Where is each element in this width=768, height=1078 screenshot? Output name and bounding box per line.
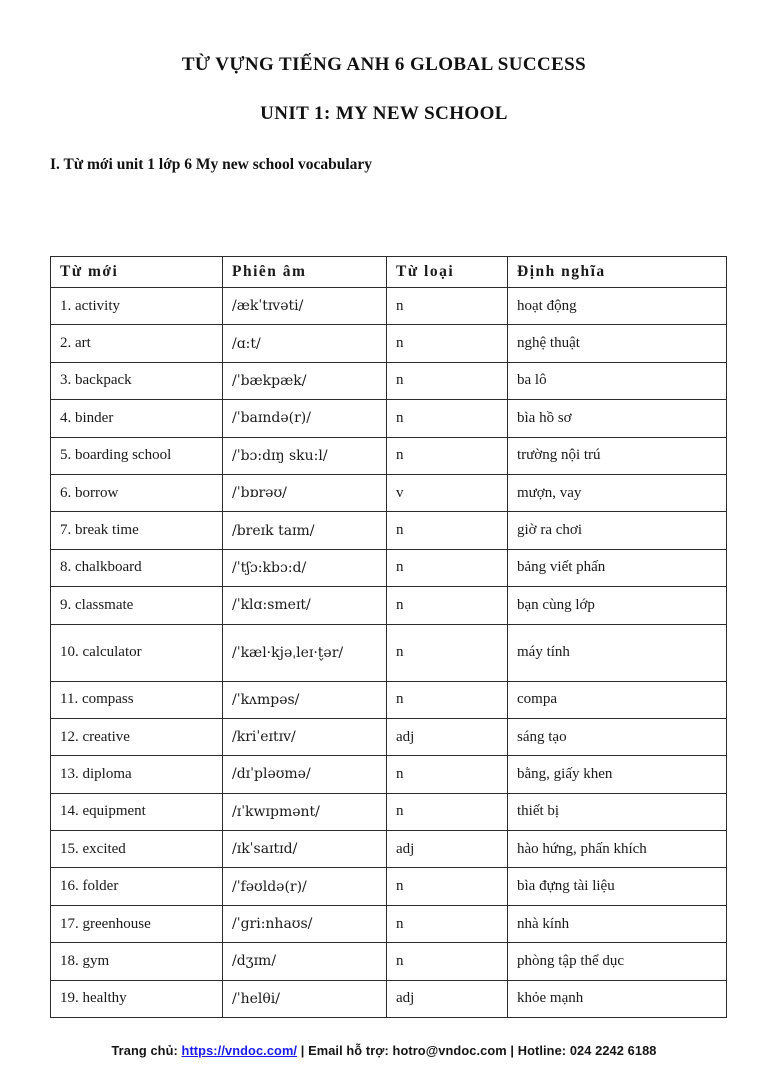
cell-definition: bìa hồ sơ xyxy=(508,400,727,437)
table-row xyxy=(51,831,727,868)
cell-definition: bìa đựng tài liệu xyxy=(508,868,727,905)
cell-pos: adj xyxy=(387,718,508,755)
table-row xyxy=(51,756,727,793)
cell-word: 4. binder xyxy=(51,400,223,437)
cell-pos: n xyxy=(387,868,508,905)
cell-phonetic: /ˈbɔ:dɪŋ sku:l/ xyxy=(223,437,387,474)
cell-word: 6. borrow xyxy=(51,474,223,511)
cell-definition: giờ ra chơi xyxy=(508,512,727,549)
cell-pos: n xyxy=(387,793,508,830)
cell-word: 11. compass xyxy=(51,681,223,718)
cell-word: 8. chalkboard xyxy=(51,549,223,586)
page-footer xyxy=(0,1043,768,1058)
cell-word: 18. gym xyxy=(51,943,223,980)
cell-phonetic: /ˈhelθi/ xyxy=(223,980,387,1017)
vocabulary-table-header xyxy=(51,257,727,288)
cell-phonetic: /ˈkæl·kjəˌleɪ·t̬ər/ xyxy=(223,624,387,681)
table-row xyxy=(51,718,727,755)
cell-phonetic: /ɪkˈsaɪtɪd/ xyxy=(223,831,387,868)
cell-word: 17. greenhouse xyxy=(51,905,223,942)
cell-word: 1. activity xyxy=(51,288,223,325)
cell-pos: n xyxy=(387,512,508,549)
cell-definition: máy tính xyxy=(508,624,727,681)
cell-definition: nghệ thuật xyxy=(508,325,727,362)
table-row xyxy=(51,325,727,362)
cell-pos: n xyxy=(387,549,508,586)
table-row xyxy=(51,943,727,980)
vocabulary-table xyxy=(50,256,727,1018)
table-row xyxy=(51,437,727,474)
column-header-0: Từ mới xyxy=(51,257,223,288)
cell-phonetic: /ˈfəʊldə(r)/ xyxy=(223,868,387,905)
cell-phonetic: /ˈgri:nhaʊs/ xyxy=(223,905,387,942)
cell-definition: bạn cùng lớp xyxy=(508,587,727,624)
table-row xyxy=(51,587,727,624)
cell-definition: thiết bị xyxy=(508,793,727,830)
cell-word: 15. excited xyxy=(51,831,223,868)
table-row xyxy=(51,288,727,325)
table-row xyxy=(51,980,727,1017)
cell-pos: adj xyxy=(387,831,508,868)
cell-phonetic: /ˈbækpæk/ xyxy=(223,362,387,399)
cell-phonetic: /ɪˈkwɪpmənt/ xyxy=(223,793,387,830)
cell-phonetic: /ˈbaɪndə(r)/ xyxy=(223,400,387,437)
cell-definition: compa xyxy=(508,681,727,718)
table-row xyxy=(51,474,727,511)
cell-word: 2. art xyxy=(51,325,223,362)
footer-home-link[interactable]: https://vndoc.com/ xyxy=(181,1043,298,1058)
column-header-2: Từ loại xyxy=(387,257,508,288)
table-row xyxy=(51,681,727,718)
cell-definition: mượn, vay xyxy=(508,474,727,511)
cell-pos: n xyxy=(387,587,508,624)
cell-pos: adj xyxy=(387,980,508,1017)
cell-definition: ba lô xyxy=(508,362,727,399)
table-row xyxy=(51,624,727,681)
section-heading: I. Từ mới unit 1 lớp 6 My new school vocabulary xyxy=(50,156,373,173)
cell-phonetic: /kriˈeɪtɪv/ xyxy=(223,718,387,755)
cell-definition: hào hứng, phấn khích xyxy=(508,831,727,868)
cell-word: 19. healthy xyxy=(51,980,223,1017)
cell-phonetic: /ˈklɑ:smeɪt/ xyxy=(223,587,387,624)
cell-phonetic: /ækˈtɪvəti/ xyxy=(223,288,387,325)
cell-definition: nhà kính xyxy=(508,905,727,942)
cell-pos: n xyxy=(387,624,508,681)
cell-pos: n xyxy=(387,400,508,437)
cell-definition: sáng tạo xyxy=(508,718,727,755)
table-row xyxy=(51,512,727,549)
table-row xyxy=(51,905,727,942)
cell-pos: v xyxy=(387,474,508,511)
unit-subtitle: UNIT 1: MY NEW SCHOOL xyxy=(260,103,508,124)
page-title: TỪ VỰNG TIẾNG ANH 6 GLOBAL SUCCESS xyxy=(181,54,587,75)
cell-definition: phòng tập thể dục xyxy=(508,943,727,980)
column-header-1: Phiên âm xyxy=(223,257,387,288)
cell-word: 5. boarding school xyxy=(51,437,223,474)
footer-contact-text: | Email hỗ trợ: hotro@vndoc.com | Hotline: 024 2242 6188 xyxy=(297,1043,657,1058)
cell-phonetic: /ˈbɒrəʊ/ xyxy=(223,474,387,511)
cell-phonetic: /ˈtʃɔ:kbɔ:d/ xyxy=(223,549,387,586)
cell-definition: hoạt động xyxy=(508,288,727,325)
cell-word: 12. creative xyxy=(51,718,223,755)
cell-pos: n xyxy=(387,362,508,399)
cell-phonetic: /ˈkʌmpəs/ xyxy=(223,681,387,718)
cell-definition: bảng viết phấn xyxy=(508,549,727,586)
cell-word: 16. folder xyxy=(51,868,223,905)
cell-word: 10. calculator xyxy=(51,624,223,681)
cell-phonetic: /ɑ:t/ xyxy=(223,325,387,362)
cell-definition: bằng, giấy khen xyxy=(508,756,727,793)
footer-home-label: Trang chủ: xyxy=(111,1043,182,1058)
cell-word: 13. diploma xyxy=(51,756,223,793)
cell-phonetic: /dɪˈpləʊmə/ xyxy=(223,756,387,793)
cell-word: 7. break time xyxy=(51,512,223,549)
cell-pos: n xyxy=(387,681,508,718)
cell-pos: n xyxy=(387,325,508,362)
cell-pos: n xyxy=(387,756,508,793)
cell-word: 3. backpack xyxy=(51,362,223,399)
cell-definition: khỏe mạnh xyxy=(508,980,727,1017)
column-header-3: Định nghĩa xyxy=(508,257,727,288)
cell-definition: trường nội trú xyxy=(508,437,727,474)
cell-pos: n xyxy=(387,943,508,980)
table-row xyxy=(51,400,727,437)
table-row xyxy=(51,793,727,830)
cell-pos: n xyxy=(387,905,508,942)
cell-phonetic: /dʒɪm/ xyxy=(223,943,387,980)
cell-word: 14. equipment xyxy=(51,793,223,830)
cell-pos: n xyxy=(387,437,508,474)
cell-pos: n xyxy=(387,288,508,325)
cell-phonetic: /breɪk taɪm/ xyxy=(223,512,387,549)
table-row xyxy=(51,868,727,905)
cell-word: 9. classmate xyxy=(51,587,223,624)
table-row xyxy=(51,362,727,399)
table-row xyxy=(51,549,727,586)
